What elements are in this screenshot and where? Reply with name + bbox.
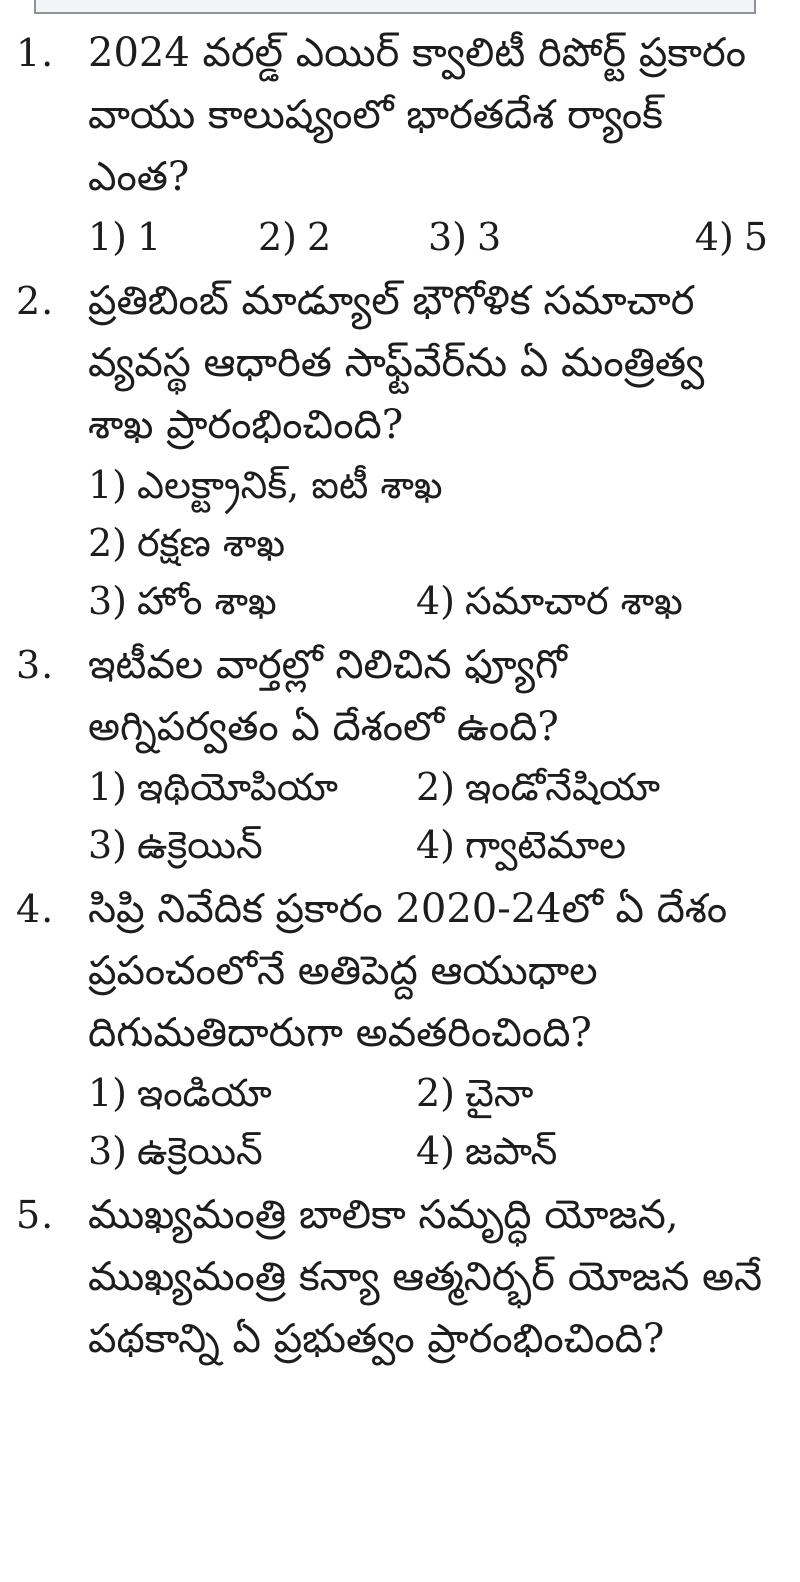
option-label: 3 (477, 215, 502, 259)
question-3 (0, 634, 800, 874)
options-row (88, 1122, 768, 1180)
option-label: 5 (743, 215, 768, 259)
question-text: ముఖ్యమంత్రి బాలికా సమృద్ధి యోజన, ముఖ్యమంత్రి కన్యా ఆత్మనిర్భర్ యోజన అనే పథకాన్ని ఏ ప్రభుత్వం ప్రారంభించింది? (88, 1192, 763, 1362)
question-text: ఇటీవల వార్తల్లో నిలిచిన ఫ్యూగో అగ్నిపర్వతం ఏ దేశంలో ఉంది? (88, 642, 567, 750)
question-number: 5. (16, 1193, 55, 1237)
option-3 (88, 572, 416, 630)
option-number: 1) (88, 765, 128, 809)
option-number: 3) (428, 215, 468, 259)
option-number: 3) (88, 579, 128, 623)
options-list (88, 758, 768, 874)
option-4 (416, 1122, 557, 1180)
option-2 (416, 758, 660, 816)
option-number: 4) (416, 823, 456, 867)
options-row (88, 514, 768, 572)
option-4 (416, 572, 683, 630)
option-number: 2) (88, 521, 128, 565)
option-1 (88, 456, 768, 514)
options-row (88, 208, 768, 266)
option-1 (88, 1064, 416, 1122)
question-number: 4. (16, 887, 55, 931)
question-5 (0, 1184, 800, 1370)
quiz-document (0, 22, 800, 1374)
option-number: 4) (694, 215, 734, 259)
option-number: 2) (416, 765, 456, 809)
option-label: ఉక్రెయిన్ (137, 1129, 263, 1173)
option-label: ఇథియోపియా (137, 765, 338, 809)
option-label: 2 (307, 215, 332, 259)
option-number: 3) (88, 823, 128, 867)
option-number: 2) (416, 1071, 456, 1115)
option-number: 4) (416, 579, 456, 623)
option-number: 2) (258, 215, 298, 259)
option-label: రక్షణ శాఖ (137, 521, 286, 565)
question-4 (0, 878, 800, 1180)
option-number: 1) (88, 1071, 128, 1115)
options-row (88, 816, 768, 874)
option-label: ఇండోనేషియా (465, 765, 661, 809)
option-2 (416, 1064, 533, 1122)
option-label: జపాన్ (465, 1129, 558, 1173)
option-label: హోం శాఖ (137, 579, 277, 623)
option-number: 4) (416, 1129, 456, 1173)
option-label: చైనా (465, 1071, 534, 1115)
option-number: 3) (88, 1129, 128, 1173)
question-text: సిప్రి నివేదిక ప్రకారం 2020-24లో ఏ దేశం ప్రపంచంలోనే అతిపెద్ద ఆయుధాల దిగుమతిదారుగా అవతరించింది? (88, 886, 728, 1056)
options-row (88, 456, 768, 514)
option-4 (598, 208, 768, 266)
option-number: 1) (88, 215, 128, 259)
question-number: 2. (16, 279, 55, 323)
option-label: ఎలక్ట్రానిక్, ఐటీ శాఖ (137, 463, 443, 507)
options-row (88, 758, 768, 816)
question-text: ప్రతిబింబ్ మాడ్యూల్ భౌగోళిక సమాచార వ్యవస్థ ఆధారిత సాఫ్ట్‌వేర్‌ను ఏ మంత్రిత్వ శాఖ ప్రారంభించింది? (88, 278, 705, 448)
option-number: 1) (88, 463, 128, 507)
option-label: సమాచార శాఖ (465, 579, 683, 623)
question-1 (0, 22, 800, 266)
question-2 (0, 270, 800, 630)
option-2 (88, 514, 768, 572)
option-1 (88, 758, 416, 816)
option-label: ఇండియా (137, 1071, 272, 1115)
options-row (88, 572, 768, 630)
option-label: ఉక్రెయిన్ (137, 823, 263, 867)
option-label: గ్వాటెమాల (465, 823, 627, 867)
question-number: 1. (16, 31, 55, 75)
option-2 (258, 208, 428, 266)
options-list (88, 1064, 768, 1180)
option-3 (88, 816, 416, 874)
option-3 (88, 1122, 416, 1180)
top-box-frame (34, 0, 756, 14)
option-label: 1 (137, 215, 162, 259)
options-row (88, 1064, 768, 1122)
question-text: 2024 వరల్డ్ ఎయిర్ క్వాలిటీ రిపోర్ట్ ప్రకారం వాయు కాలుష్యంలో భారతదేశ ర్యాంక్ ఎంత? (88, 30, 746, 200)
question-number: 3. (16, 643, 55, 687)
option-4 (416, 816, 626, 874)
option-3 (428, 208, 598, 266)
option-1 (88, 208, 258, 266)
options-list (88, 208, 768, 266)
options-list (88, 456, 768, 630)
